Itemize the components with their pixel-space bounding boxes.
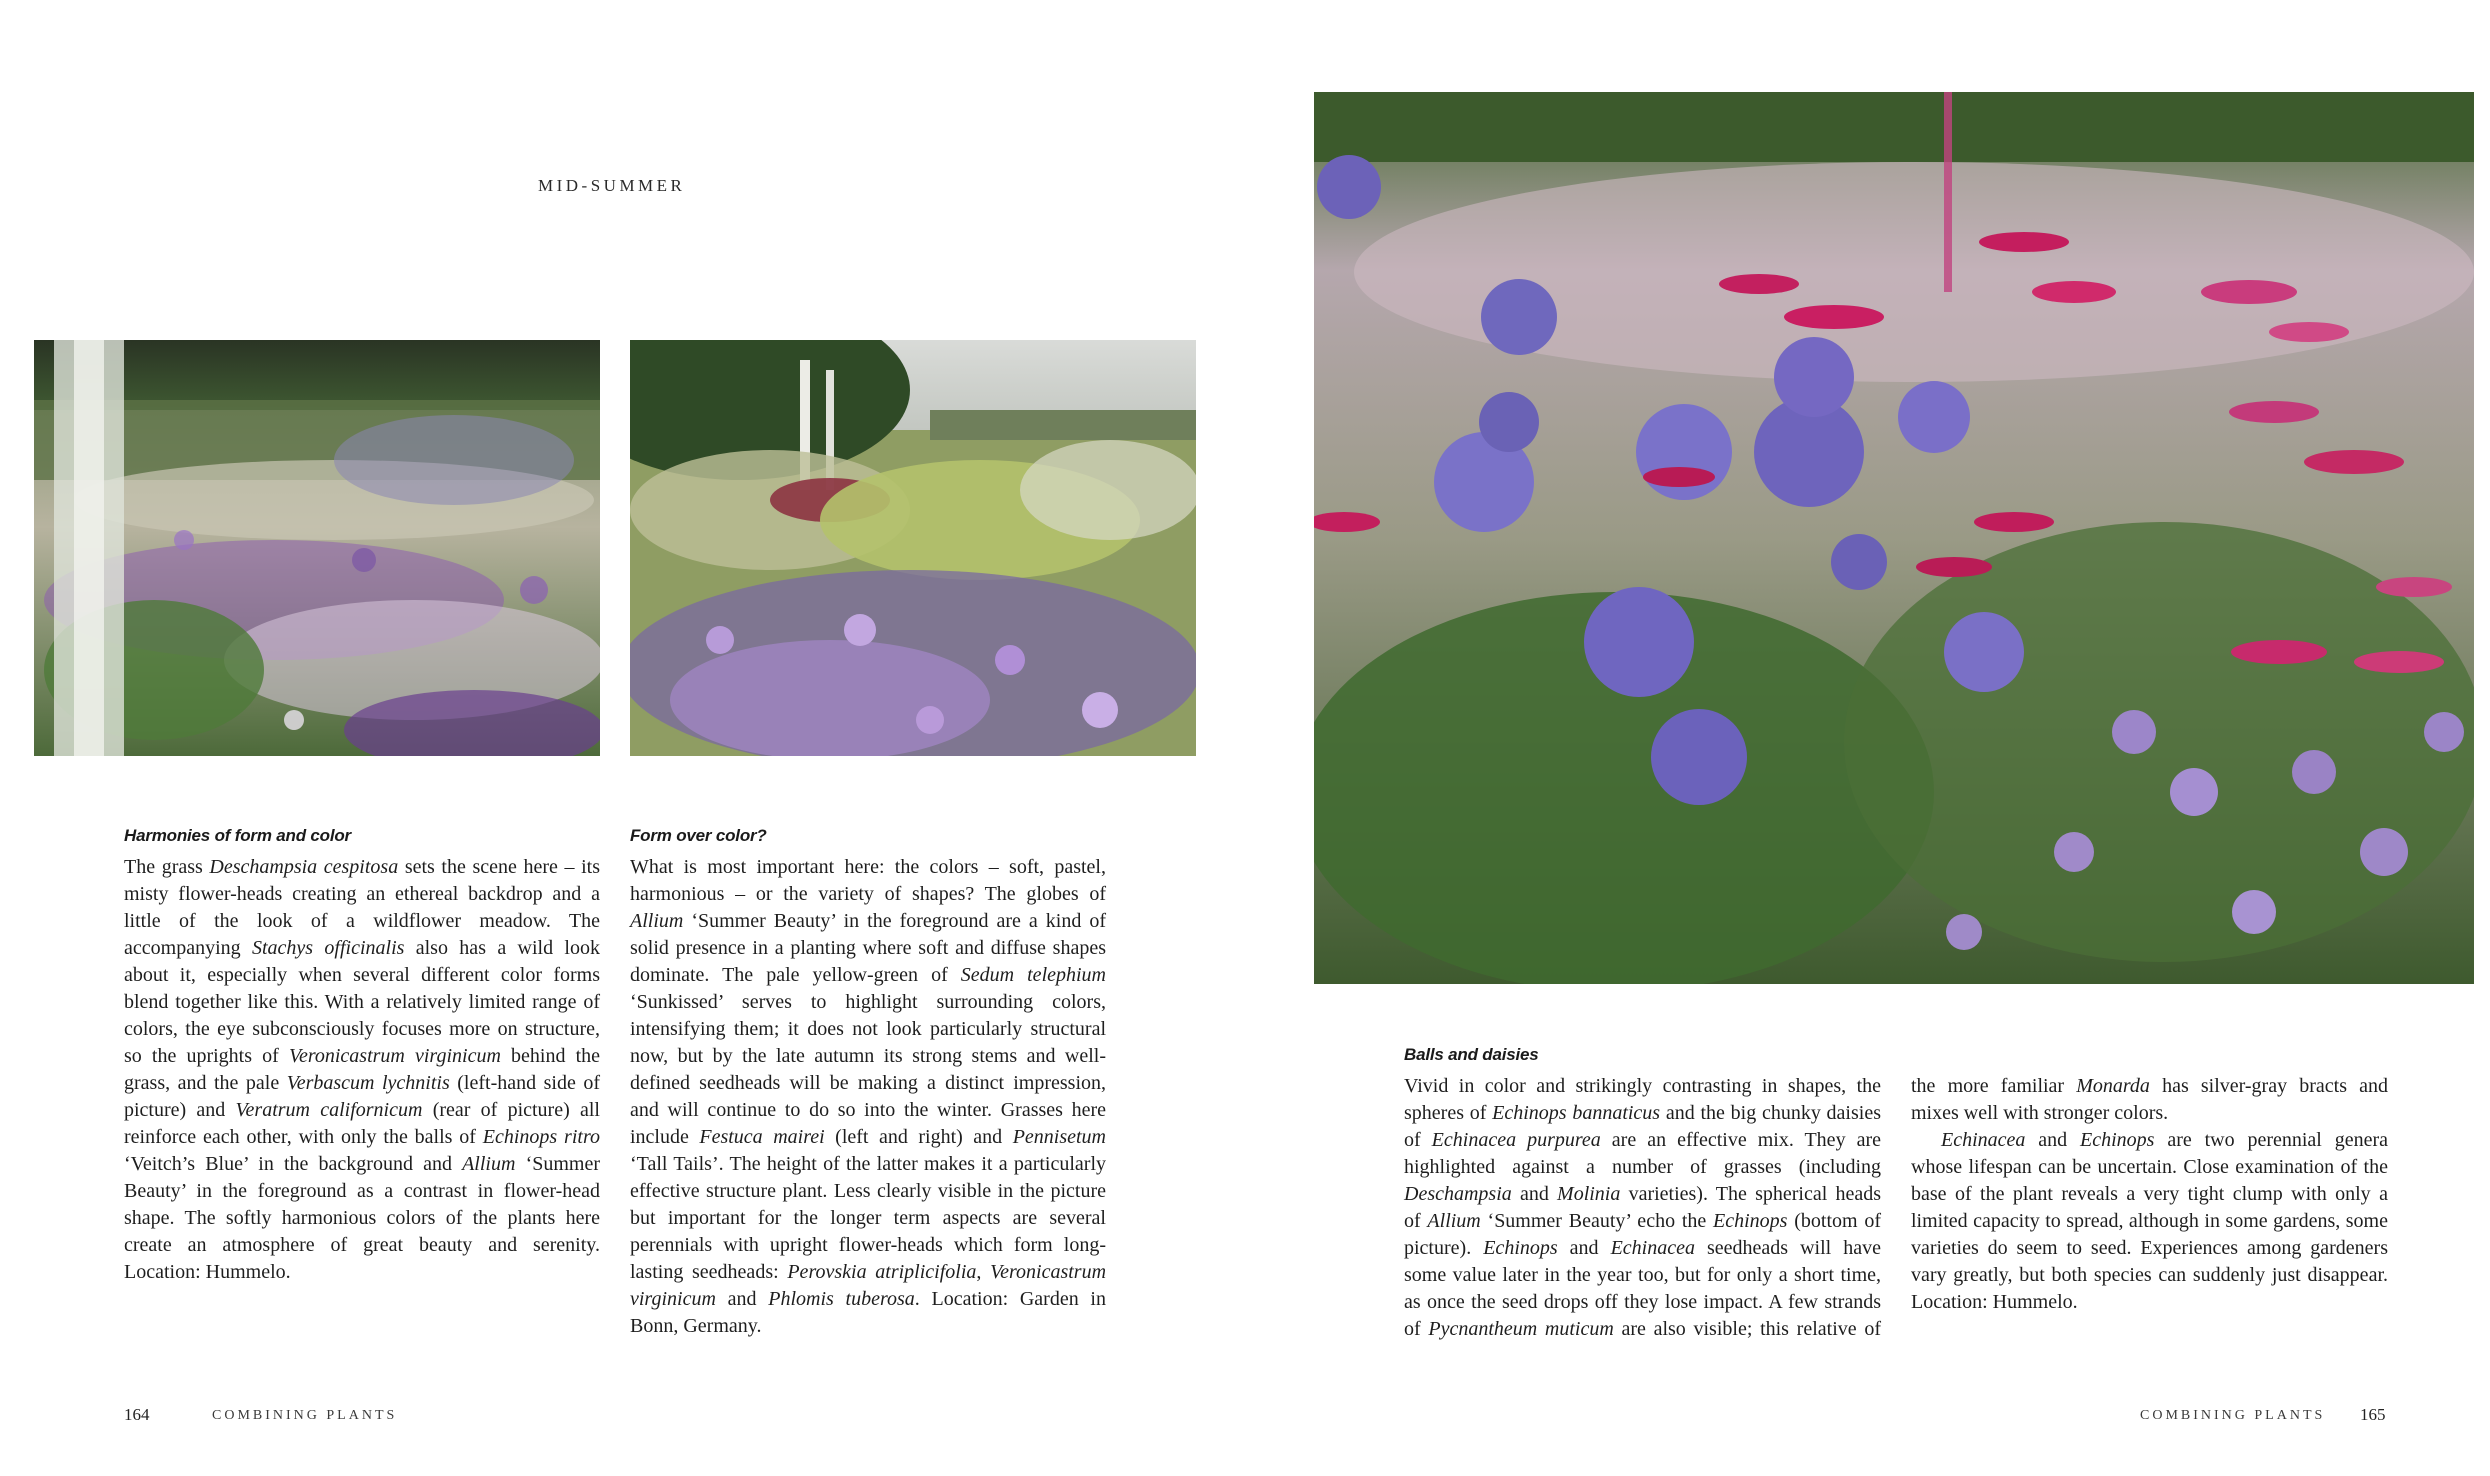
caption-harmonies-of-form	[124, 826, 600, 1286]
caption-title: Harmonies of form and color	[124, 826, 351, 845]
caption-paragraph: Echinacea and Echinops are two perennial genera whose lifespan can be uncertain. Close examination of the base of the plant reveals a very tight clump with only a limited capacity to spread, although in some gardens, some varieties do seem to seed. Experiences among gardeners vary greatly, but both species can suddenly just disappear. Location: Hummelo.	[1911, 1129, 2388, 1313]
photo-form-over-color	[630, 340, 1196, 756]
photo-harmonies-of-form	[34, 340, 600, 756]
caption-balls-and-daisies	[1404, 1045, 2388, 1343]
caption-body	[124, 854, 600, 1286]
page-number-right: 165	[2360, 1405, 2386, 1424]
caption-body	[630, 854, 1106, 1340]
caption-form-over-color	[630, 826, 1106, 1340]
caption-paragraph: What is most important here: the colors – soft, pastel, harmonious – or the variety of shapes? The globes of Allium ‘Summer Beauty’ in the foreground are a kind of solid presence in a planting where soft and diffuse shapes dominate. The pale yellow-green of Sedum telephium ‘Sunkissed’ serves to highlight surrounding colors, intensifying them; it does not look particularly structural now, but by the late autumn its strong stems and well-defined seedheads will be making a distinct impression, and will continue to do so into the winter. Grasses here include Festuca mairei (left and right) and Pennisetum ‘Tall Tails’. The height of the latter makes it a particularly effective structure plant. Less clearly visible in the picture but important for the longer term aspects are several perennials with upright flower-heads which form long-lasting seedheads: Perovskia atriplicifolia, Veronicastrum virginicum and Phlomis tuberosa. Location: Garden in Bonn, Germany.	[630, 856, 1107, 1337]
caption-paragraph: The grass Deschampsia cespitosa sets the scene here – its misty flower-heads creating an ethereal backdrop and a little of the look of a wildflower meadow. The accompanying Stachys officinalis also has a wild look about it, especially when several different color forms blend together like this. With a relatively limited range of colors, the eye subconsciously focuses more on structure, so the uprights of Veronicastrum virginicum behind the grass, and the pale Verbascum lychnitis (left-hand side of picture) and Veratrum californicum (rear of picture) all reinforce each other, with only the balls of Echinops ritro ‘Veitch’s Blue’ in the background and Allium ‘Summer Beauty’ in the foreground as a contrast in flower-head shape. The softly harmonious colors of the plants here create an atmosphere of great beauty and serenity. Location: Hummelo.	[124, 856, 601, 1283]
caption-title: Form over color?	[630, 826, 767, 845]
caption-paragraph: Vivid in color and strikingly contrasting in shapes, the spheres of Echinops bannaticus and the big chunky daisies of Echinacea purpurea are an effective mix. They are highlighted against a number of grasses (including Deschampsia and Molinia varieties). The spherical heads of Allium ‘Summer Beauty’ echo the Echinops (bottom of picture). Echinops and Echinacea seedheads will have some value later in the year too, but for only a short time, as once the seed drops off they lose impact. A few strands of Pycnantheum muticum are also visible; this relative of the more familiar Monarda has silver-gray bracts and mixes well with stronger colors.	[1404, 1075, 2388, 1340]
photo-balls-and-daisies	[1314, 92, 2474, 984]
footer-label-right: COMBINING PLANTS	[2140, 1408, 2326, 1423]
page-number-left: 164	[124, 1405, 150, 1424]
running-head: MID-SUMMER	[538, 176, 686, 195]
caption-title: Balls and daisies	[1404, 1045, 1539, 1064]
caption-body	[1404, 1073, 2388, 1343]
footer-label-left: COMBINING PLANTS	[212, 1408, 398, 1423]
